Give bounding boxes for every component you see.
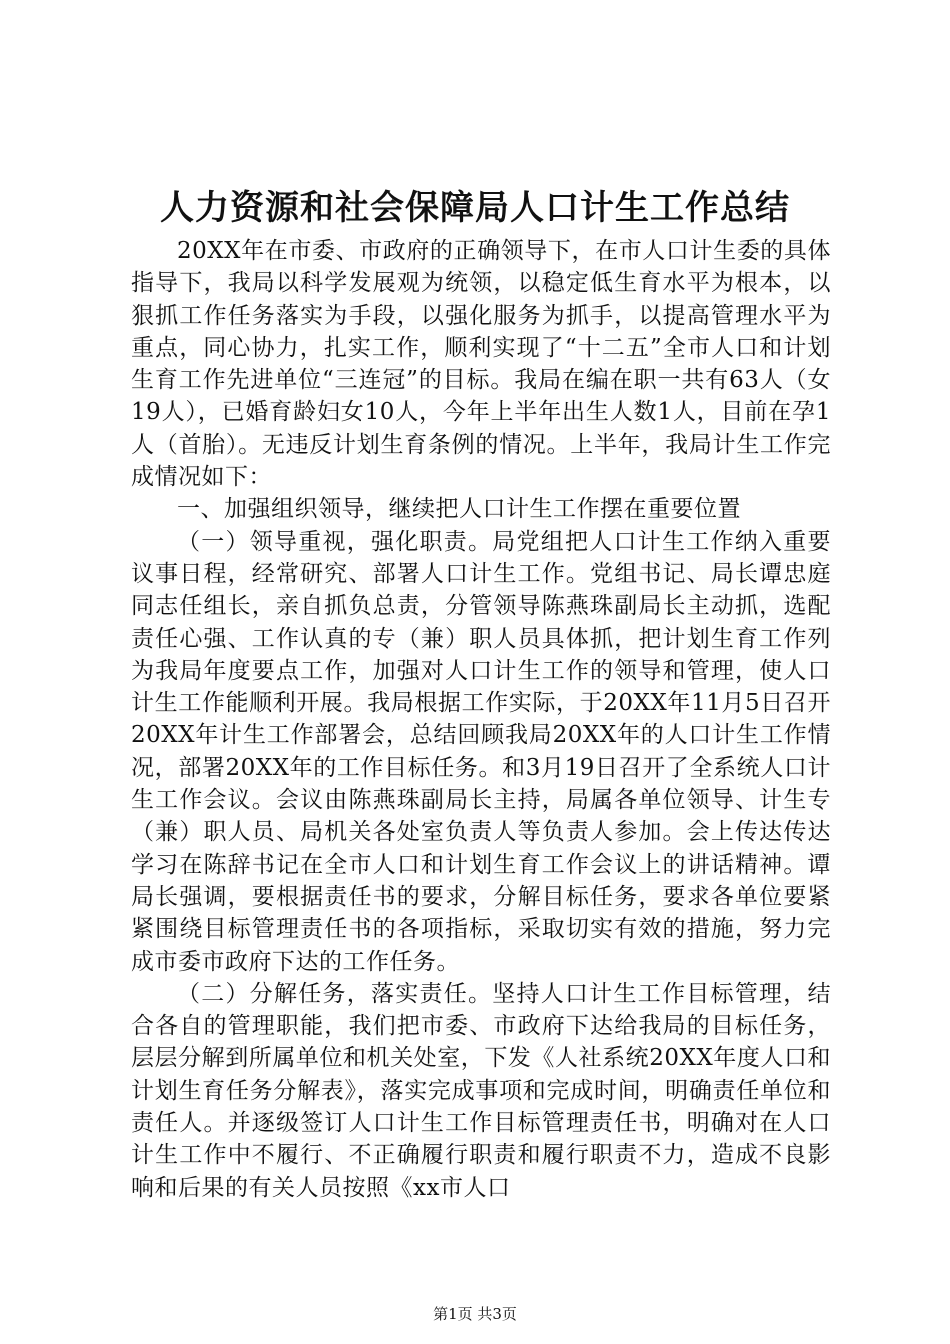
document-body [131, 235, 831, 1204]
page-footer: 第1页 共3页 [433, 1305, 517, 1323]
section-heading: 一、加强组织领导，继续把人口计生工作摆在重要位置 [177, 496, 741, 523]
document-title: 人力资源和社会保障局人口计生工作总结 [160, 188, 790, 228]
intro-paragraph: 20XX年在市委、市政府的正确领导下，在市人口计生委的具体指导下，我局以科学发展观为统领，以稳定低生育水平为根本，以狠抓工作任务落实为手段，以强化服务为抓手，以提高管理水平为重点，同心协力，扎实工作，顺利实现了“十二五”全市人口和计划生育工作先进单位“三连冠”的目标。我局在编在职一共有63人（女19人），已婚育龄妇女10人，今年上半年出生人数1人，目前在孕1人（首胎）。无违反计划生育条例的情况。上半年，我局计生工作完成情况如下： [131, 238, 831, 491]
subsection-paragraph-1: （一）领导重视，强化职责。局党组把人口计生工作纳入重要议事日程，经常研究、部署人口计生工作。党组书记、局长谭忠庭同志任组长，亲自抓负总责，分管领导陈燕珠副局长主动抓，选配责任心强、工作认真的专（兼）职人员具体抓，把计划生育工作列为我局年度要点工作，加强对人口计生工作的领导和管理，使人口计生工作能顺利开展。我局根据工作实际，于20XX年11月5日召开20XX年计生工作部署会，总结回顾我局20XX年的人口计生工作情况，部署20XX年的工作目标任务。和3月19日召开了全系统人口计生工作会议。会议由陈燕珠副局长主持，局属各单位领导、计生专（兼）职人员、局机关各处室负责人等负责人参加。会上传达传达学习在陈辞书记在全市人口和计划生育工作会议上的讲话精神。谭局长强调，要根据责任书的要求，分解目标任务，要求各单位要紧紧围绕目标管理责任书的各项指标，采取切实有效的措施，努力完成市委市政府下达的工作任务。 [131, 528, 831, 975]
subsection-paragraph-2: （二）分解任务，落实责任。坚持人口计生工作目标管理，结合各自的管理职能，我们把市委、市政府下达给我局的目标任务，层层分解到所属单位和机关处室，下发《人社系统20XX年度人口和计划生育任务分解表》，落实完成事项和完成时间，明确责任单位和责任人。并逐级签订人口计生工作目标管理责任书，明确对在人口计生工作中不履行、不正确履行职责和履行职责不力，造成不良影响和后果的有关人员按照《xx市人口 [131, 980, 831, 1201]
